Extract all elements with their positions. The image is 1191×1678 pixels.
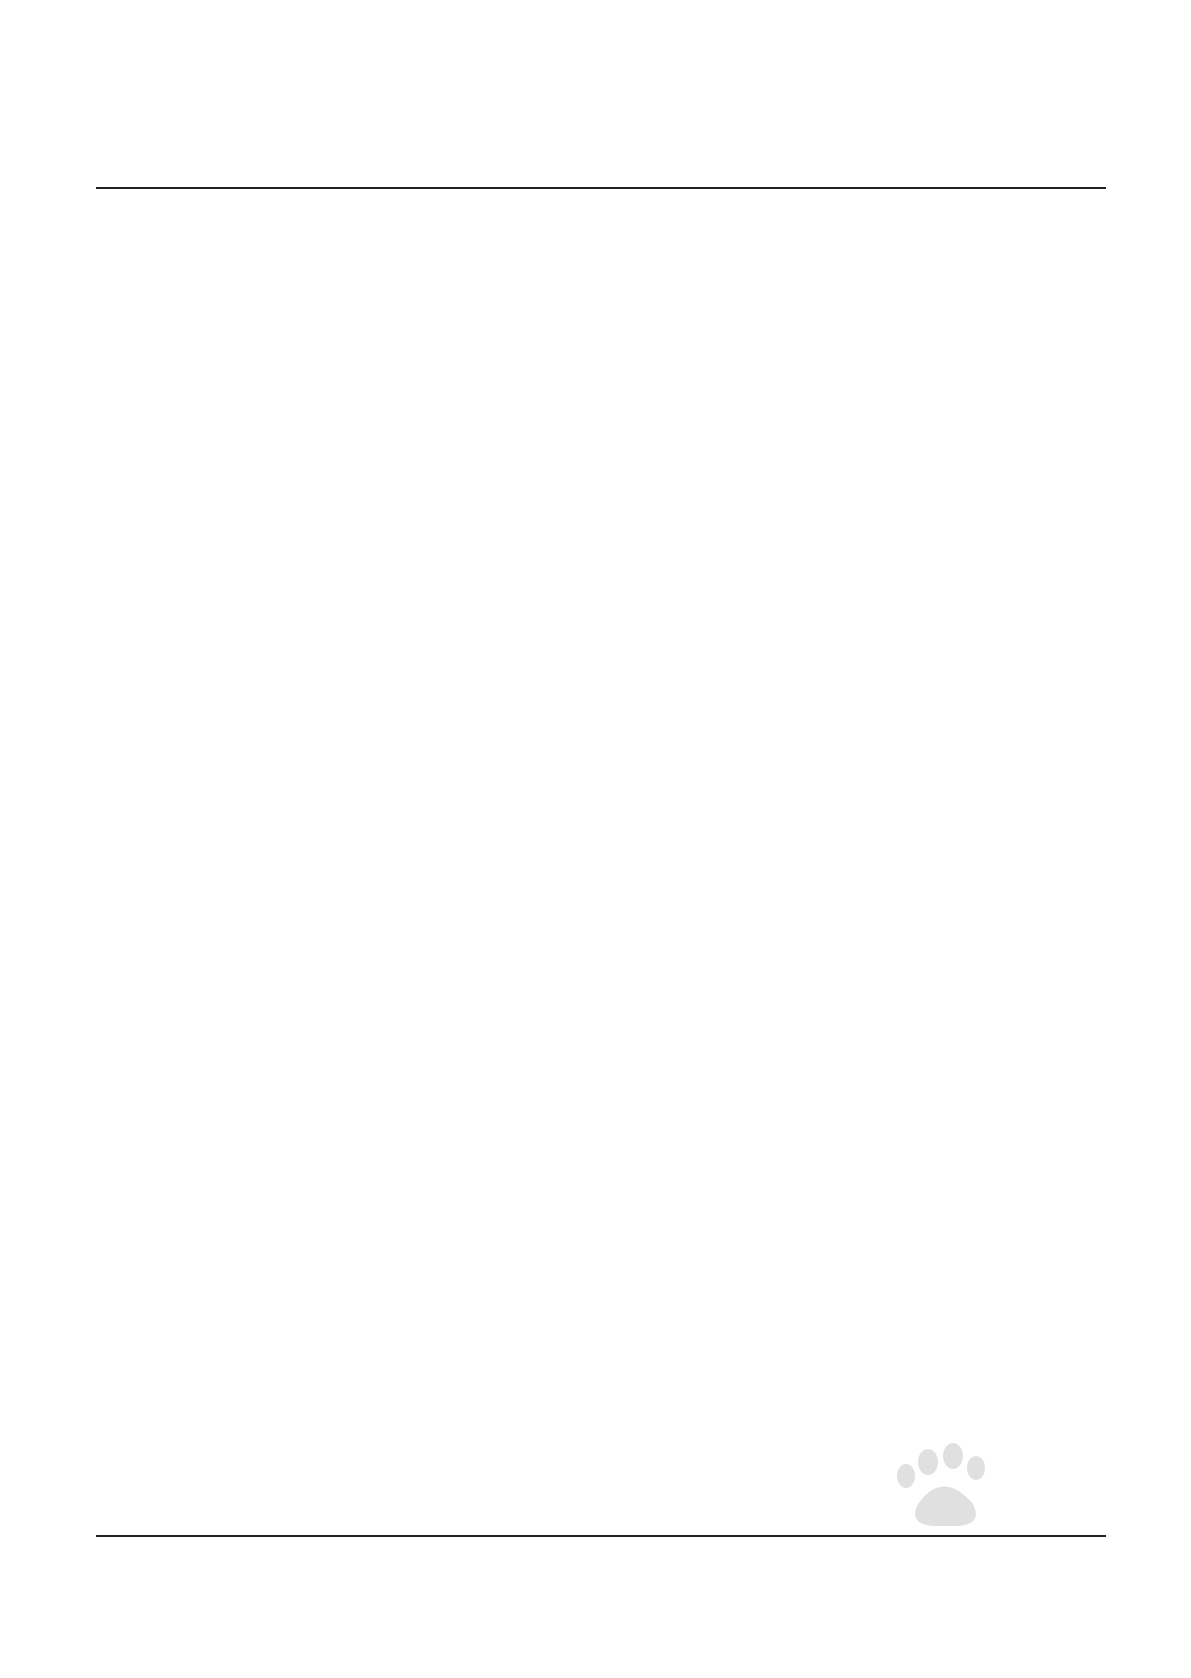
symbol-table <box>96 187 1106 1537</box>
paw-watermark-icon <box>778 1434 1058 1554</box>
dot-divider <box>92 133 1102 151</box>
